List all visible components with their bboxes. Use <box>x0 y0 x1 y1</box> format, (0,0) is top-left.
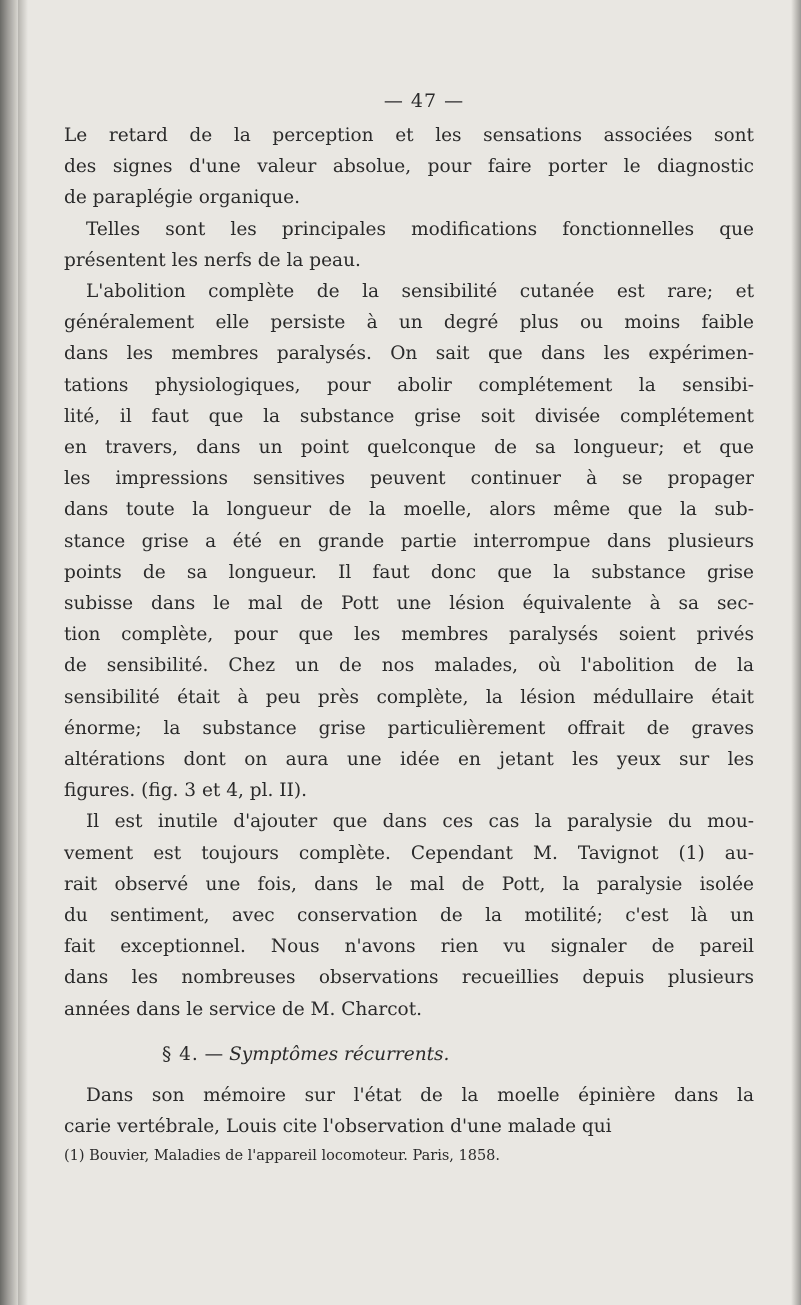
text-line: Il est inutile d'ajouter que dans ces cas la paralysie du mou- <box>86 811 754 833</box>
text-line: de sensibilité. Chez un de nos malades, où l'abolition de la <box>64 655 754 677</box>
text-line: L'abolition complète de la sensibilité cutanée est rare; et <box>86 281 754 303</box>
text-line: les impressions sensitives peuvent continuer à se propager <box>64 468 754 490</box>
text-line: lité, il faut que la substance grise soit divisée complétement <box>64 405 754 427</box>
paragraph <box>64 276 754 806</box>
paragraph <box>64 120 754 214</box>
page-edge-shadow <box>791 0 801 1305</box>
section-title: Symptômes récurrents. <box>229 1043 450 1065</box>
text-line: tations physiologiques, pour abolir complétement la sensibi- <box>64 374 754 396</box>
section-number: § 4. <box>162 1043 199 1065</box>
text-line: points de sa longueur. Il faut donc que la substance grise <box>64 561 754 583</box>
text-line: dans les membres paralysés. On sait que dans les expérimen- <box>64 343 754 365</box>
text-line: dans les nombreuses observations recueillies depuis plusieurs <box>64 967 754 989</box>
text-line: dans toute la longueur de la moelle, alors même que la sub- <box>64 499 754 521</box>
text-line: sensibilité était à peu près complète, la lésion médullaire était <box>64 686 754 708</box>
page-number: — 47 — <box>383 90 465 112</box>
text-line: présentent les nerfs de la peau. <box>64 249 361 271</box>
text-line: de paraplégie organique. <box>64 187 300 209</box>
text-line: rait observé une fois, dans le mal de Pott, la paralysie isolée <box>64 873 754 895</box>
paragraph <box>64 214 754 276</box>
text-line: tion complète, pour que les membres paralysés soient privés <box>64 624 754 646</box>
text-line: carie vertébrale, Louis cite l'observation d'une malade qui <box>64 1116 612 1138</box>
gutter-shadow <box>18 0 28 1305</box>
text-line: Le retard de la perception et les sensations associées sont <box>64 125 754 146</box>
text-line: énorme; la substance grise particulièrement offrait de graves <box>64 717 754 739</box>
paragraph <box>64 806 754 1024</box>
text-line: Dans son mémoire sur l'état de la moelle épinière dans la <box>86 1085 754 1107</box>
paragraph <box>64 1080 754 1142</box>
book-spine-shadow <box>0 0 18 1305</box>
section-paragraph <box>64 1080 754 1142</box>
text-line: du sentiment, avec conservation de la motilité; c'est là un <box>64 905 754 927</box>
text-line: figures. (fig. 3 et 4, pl. II). <box>64 780 307 802</box>
text-line: généralement elle persiste à un degré plus ou moins faible <box>64 312 754 334</box>
text-line: subisse dans le mal de Pott une lésion équivalente à sa sec- <box>64 593 754 615</box>
text-line: vement est toujours complète. Cependant M. Tavignot (1) au- <box>64 842 754 864</box>
text-line: stance grise a été en grande partie interrompue dans plusieurs <box>64 530 754 552</box>
text-line: années dans le service de M. Charcot. <box>64 998 423 1020</box>
text-line: Telles sont les principales modifications fonctionnelles que <box>86 218 754 240</box>
main-text <box>64 120 754 1025</box>
footnote: (1) Bouvier, Maladies de l'appareil locomoteur. Paris, 1858. <box>64 1147 500 1164</box>
text-line: des signes d'une valeur absolue, pour faire porter le diagnostic <box>64 156 754 178</box>
section-dash: — <box>198 1043 230 1065</box>
text-line: en travers, dans un point quelconque de sa longueur; et que <box>64 437 754 459</box>
text-line: altérations dont on aura une idée en jetant les yeux sur les <box>64 749 754 771</box>
section-heading <box>64 1039 754 1070</box>
page-body <box>64 90 754 1167</box>
text-line: fait exceptionnel. Nous n'avons rien vu signaler de pareil <box>64 936 754 958</box>
